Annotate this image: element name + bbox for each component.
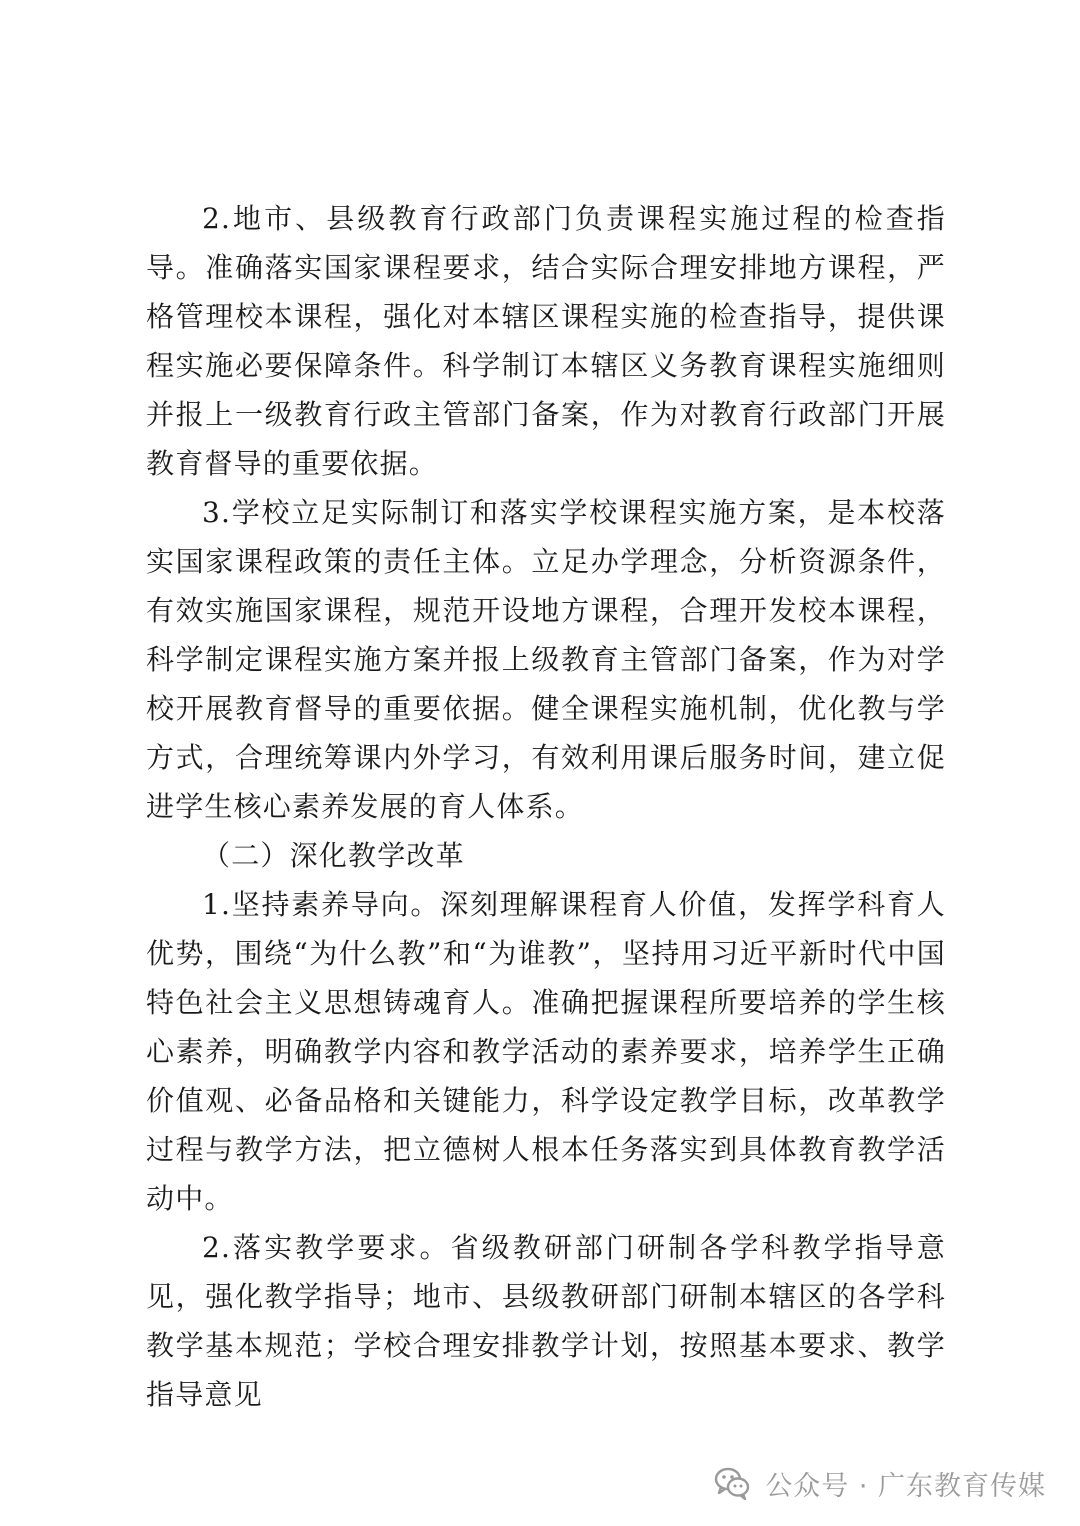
paragraph: 3.学校立足实际制订和落实学校课程实施方案，是本校落实国家课程政策的责任主体。立足办学理念，分析资源条件，有效实施国家课程，规范开设地方课程，合理开发校本课程，科学制定课程实施方案并报上级教育主管部门备案，作为对学校开展教育督导的重要依据。健全课程实施机制，优化教与学方式，合理统筹课内外学习，有效利用课后服务时间，建立促进学生核心素养发展的育人体系。 bbox=[146, 496, 946, 823]
paragraph: 2.地市、县级教育行政部门负责课程实施过程的检查指导。准确落实国家课程要求，结合实际合理安排地方课程，严格管理校本课程，强化对本辖区课程实施的检查指导，提供课程实施必要保障条件。科学制订本辖区义务教育课程实施细则并报上一级教育行政主管部门备案，作为对教育行政部门开展教育督导的重要依据。 bbox=[146, 202, 946, 480]
watermark bbox=[713, 1458, 1046, 1508]
section-heading: （二）深化教学改革 bbox=[202, 839, 465, 872]
document-body bbox=[146, 194, 946, 1419]
paragraph: 1.坚持素养导向。深刻理解课程育人价值，发挥学科育人优势，围绕“为什么教”和“为谁教”，坚持用习近平新时代中国特色社会主义思想铸魂育人。准确把握课程所要培养的学生核心素养，明确教学内容和教学活动的素养要求，培养学生正确价值观、必备品格和关键能力，科学设定教学目标，改革教学过程与教学方法，把立德树人根本任务落实到具体教育教学活动中。 bbox=[146, 888, 946, 1215]
wechat-icon bbox=[713, 1464, 751, 1502]
watermark-text: 公众号 · 广东教育传媒 bbox=[765, 1470, 1046, 1502]
paragraph: 2.落实教学要求。省级教研部门研制各学科教学指导意见，强化教学指导；地市、县级教研部门研制本辖区的各学科教学基本规范；学校合理安排教学计划，按照基本要求、教学指导意见 bbox=[146, 1231, 946, 1411]
